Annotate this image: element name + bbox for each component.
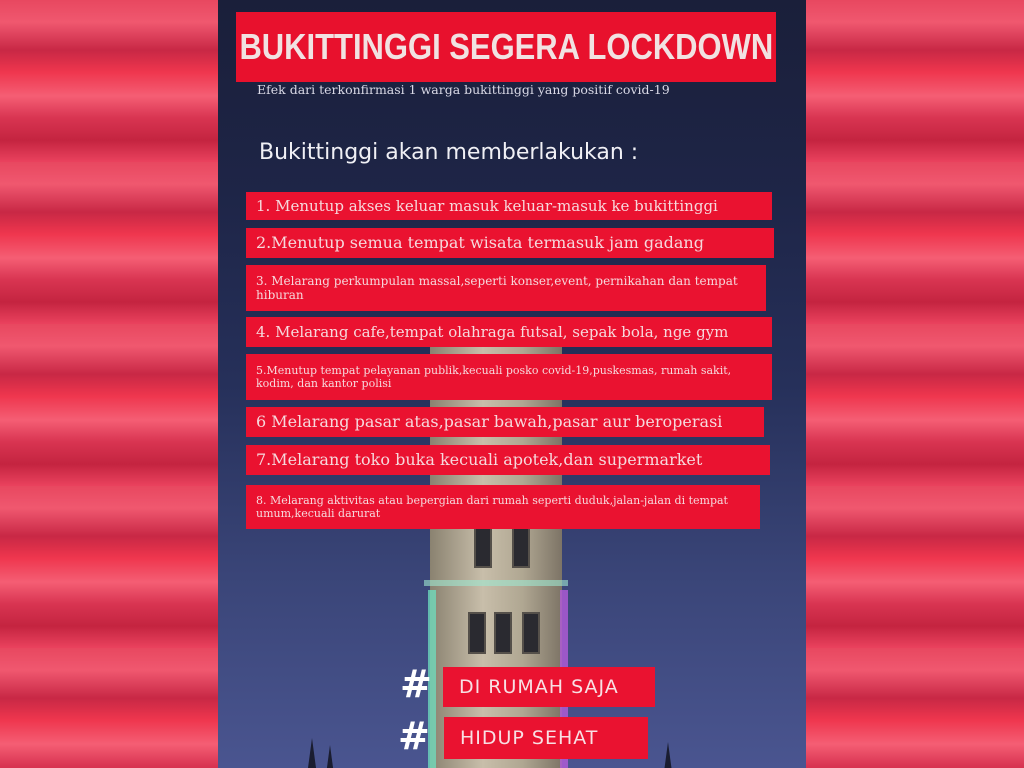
- background-left-red-stripes: [0, 0, 218, 768]
- hashtag-icon: #: [398, 714, 430, 758]
- hashtag-icon: #: [400, 662, 432, 706]
- spire-silhouette: [326, 745, 334, 768]
- rule-item-6: 6 Melarang pasar atas,pasar bawah,pasar aur beroperasi: [246, 407, 764, 437]
- rule-item-7: 7.Melarang toko buka kecuali apotek,dan supermarket: [246, 445, 770, 475]
- rule-item-4: 4. Melarang cafe,tempat olahraga futsal, sepak bola, nge gym: [246, 317, 772, 347]
- poster-title: BUKITTINGGI SEGERA LOCKDOWN: [239, 26, 773, 67]
- poster-subtitle: Efek dari terkonfirmasi 1 warga bukittinggi yang positif covid-19: [257, 82, 670, 97]
- rule-item-2: 2.Menutup semua tempat wisata termasuk jam gadang: [246, 228, 774, 258]
- hashtag-hidup-sehat: HIDUP SEHAT: [444, 717, 648, 759]
- spire-silhouette: [308, 738, 316, 768]
- hashtag-di-rumah-saja: DI RUMAH SAJA: [443, 667, 655, 707]
- rule-item-8: 8. Melarang aktivitas atau bepergian dari rumah seperti duduk,jalan-jalan di tempat umum,kecuali darurat: [246, 485, 760, 529]
- title-banner: [236, 12, 776, 82]
- poster-heading: Bukittinggi akan memberlakukan :: [259, 140, 639, 165]
- spire-silhouette: [664, 742, 672, 768]
- rule-item-5: 5.Menutup tempat pelayanan publik,kecuali posko covid-19,puskesmas, rumah sakit, kodim, dan kantor polisi: [246, 354, 772, 400]
- rule-item-1: 1. Menutup akses keluar masuk keluar-masuk ke bukittinggi: [246, 192, 772, 220]
- background-right-red-stripes: [806, 0, 1024, 768]
- rule-item-3: 3. Melarang perkumpulan massal,seperti konser,event, pernikahan dan tempat hiburan: [246, 265, 766, 311]
